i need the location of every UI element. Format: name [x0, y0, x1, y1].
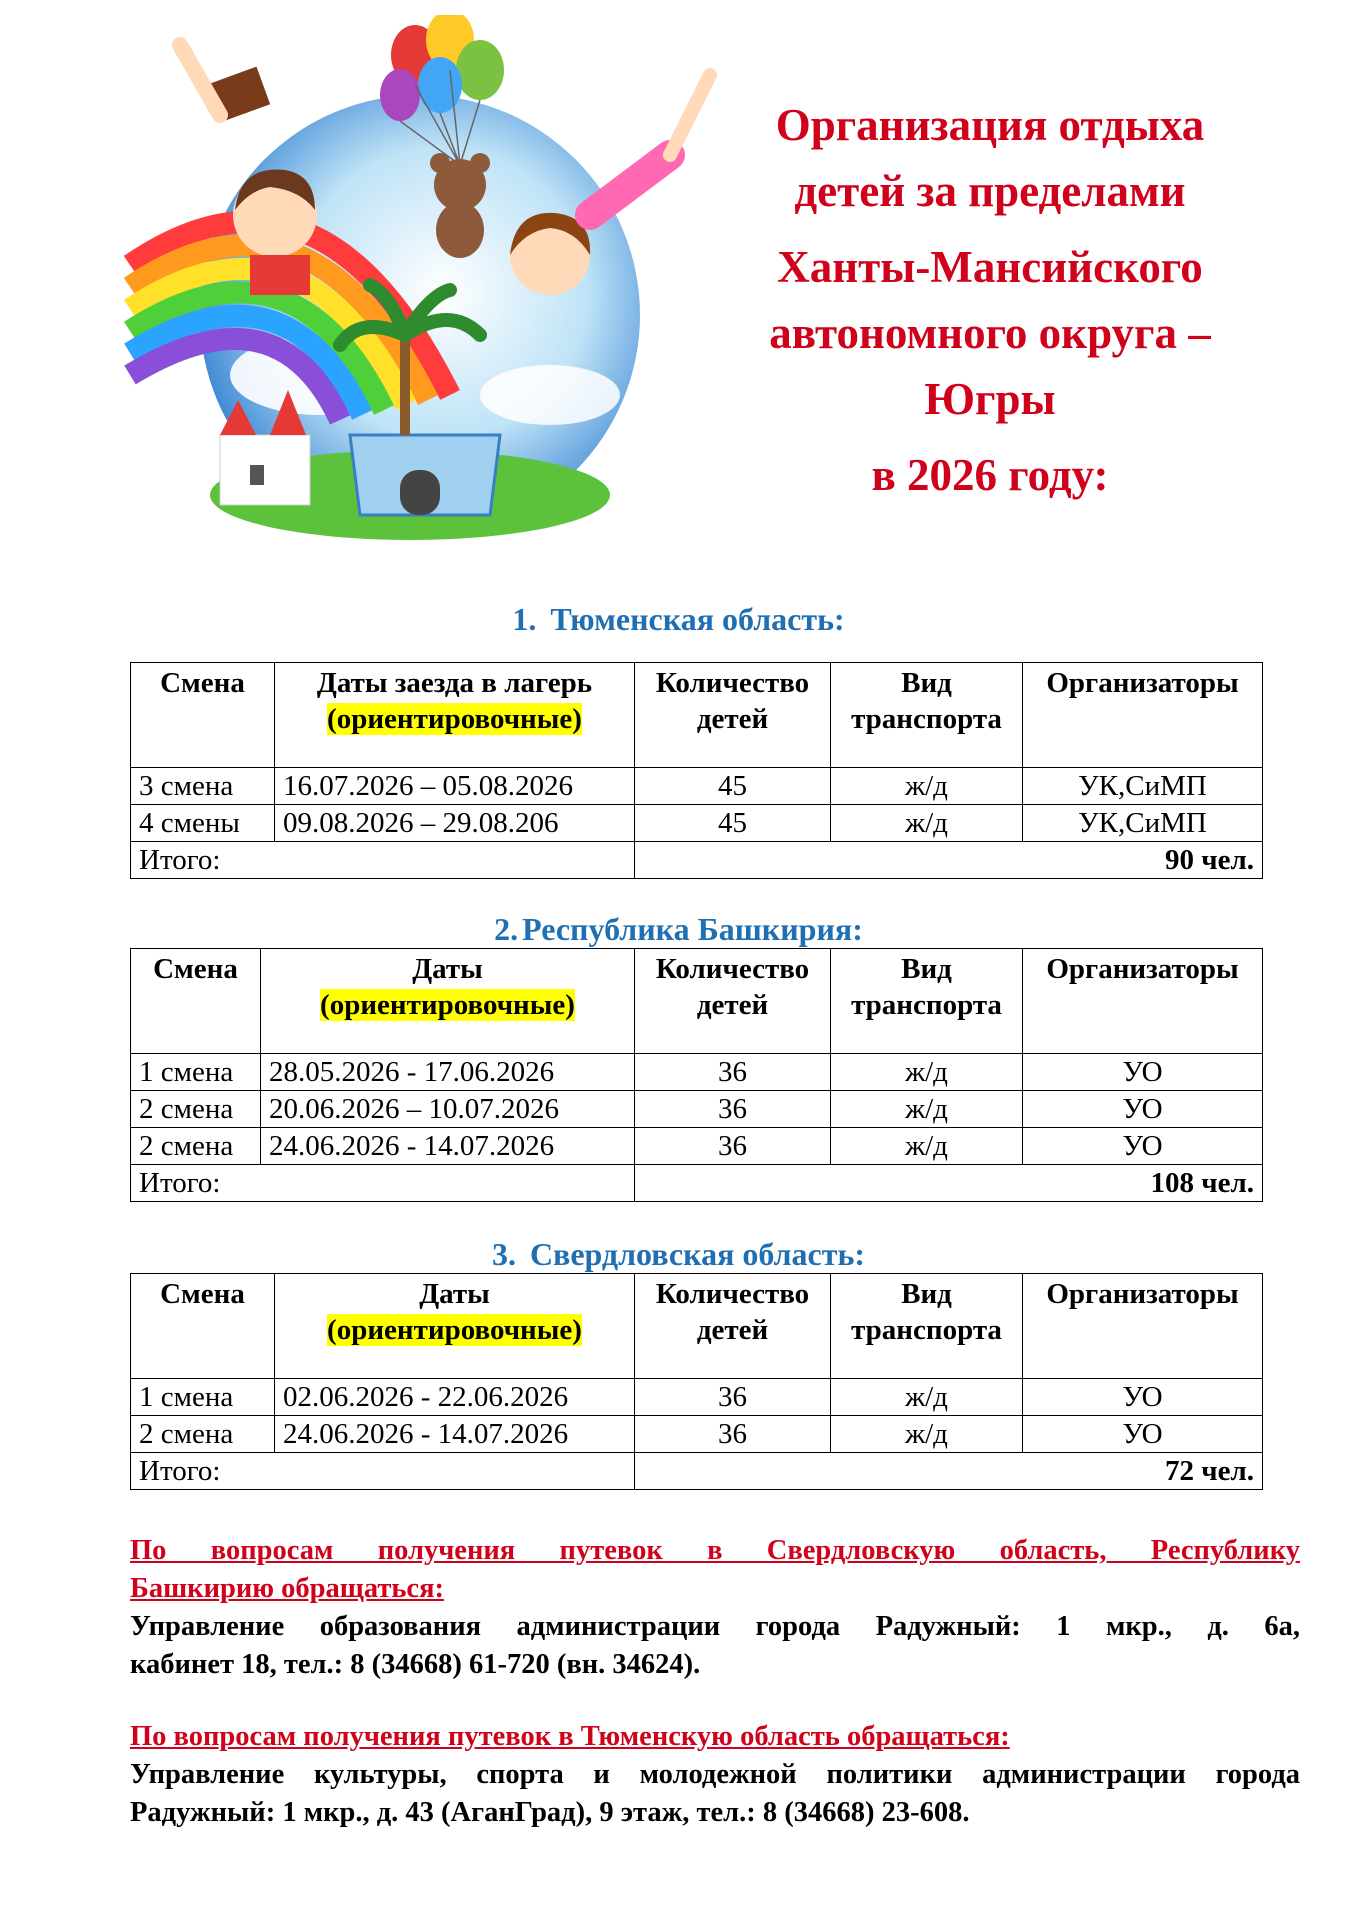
cell-shift: 4 смены: [131, 805, 275, 842]
table-header-row: [131, 949, 1263, 1054]
cell-dates: 24.06.2026 - 14.07.2026: [275, 1416, 635, 1453]
page-title: [700, 92, 1280, 508]
total-label: Итого:: [131, 842, 635, 879]
header-transport: [831, 663, 1023, 768]
cell-shift: 2 смена: [131, 1128, 261, 1165]
cell-count: 36: [635, 1054, 831, 1091]
header-transport-label: Вид: [901, 953, 952, 985]
header-shift: Смена: [131, 949, 261, 1054]
contact-heading: По вопросам получения путевок в Тюменскую область обращаться:: [130, 1721, 1010, 1752]
header-count-label-2: детей: [696, 703, 769, 735]
cell-transport: ж/д: [831, 1091, 1023, 1128]
cell-dates: 02.06.2026 - 22.06.2026: [275, 1379, 635, 1416]
cell-shift: 1 смена: [131, 1054, 261, 1091]
table-total-row: [131, 842, 1263, 879]
cell-organizers: УК,СиМП: [1023, 768, 1263, 805]
header-transport-label: Вид: [901, 667, 952, 699]
total-label: Итого:: [131, 1165, 635, 1202]
cell-transport: ж/д: [831, 1379, 1023, 1416]
header-dates-label: Даты: [412, 953, 483, 985]
table-total-row: [131, 1165, 1263, 1202]
cell-organizers: УО: [1023, 1128, 1263, 1165]
cell-shift: 3 смена: [131, 768, 275, 805]
header-dates-note: (ориентировочные): [320, 989, 575, 1021]
children-vacation-illustration: [70, 15, 720, 545]
section-title: Свердловская область:: [529, 1236, 866, 1272]
header-dates-label: Даты: [419, 1278, 490, 1310]
cell-organizers: УО: [1023, 1416, 1263, 1453]
cell-count: 36: [635, 1128, 831, 1165]
header-organizers: Организаторы: [1023, 663, 1263, 768]
cell-dates: 09.08.2026 – 29.08.206: [275, 805, 635, 842]
cell-shift: 2 смена: [131, 1416, 275, 1453]
cell-transport: ж/д: [831, 805, 1023, 842]
title-line: в 2026 году:: [871, 450, 1109, 500]
cell-organizers: УК,СиМП: [1023, 805, 1263, 842]
total-label: Итого:: [131, 1453, 635, 1490]
section-heading-bashkiria: [0, 910, 1357, 948]
header-count-label-2: детей: [696, 1314, 769, 1346]
header-count-label: Количество: [655, 1278, 810, 1310]
section-title: Республика Башкирия:: [522, 911, 863, 947]
table-row: [131, 1379, 1263, 1416]
header-transport-label: Вид: [901, 1278, 952, 1310]
contact-address: Управление образования администрации города Радужный: 1 мкр., д. 6а,: [130, 1611, 1300, 1642]
section-number: 3.: [491, 1236, 516, 1272]
camp-table-bashkiria: [130, 948, 1263, 1202]
title-line: Югры: [924, 374, 1056, 424]
contact-address: кабинет 18, тел.: 8 (34668) 61-720 (вн. 34624).: [130, 1649, 701, 1680]
cell-organizers: УО: [1023, 1379, 1263, 1416]
table-header-row: [131, 663, 1263, 768]
header-shift: Смена: [131, 663, 275, 768]
cell-organizers: УО: [1023, 1054, 1263, 1091]
header-transport-label-2: транспорта: [851, 1314, 1002, 1346]
table-row: [131, 1091, 1263, 1128]
contact-heading: Башкирию обращаться:: [130, 1573, 444, 1604]
header-count: [635, 1274, 831, 1379]
header-dates-label: Даты заезда в лагерь: [316, 667, 593, 699]
cell-count: 36: [635, 1416, 831, 1453]
header-dates: [275, 1274, 635, 1379]
cell-transport: ж/д: [831, 1054, 1023, 1091]
header-count-label: Количество: [655, 953, 810, 985]
table-row: [131, 1054, 1263, 1091]
header-count: [635, 949, 831, 1054]
header-dates-note: (ориентировочные): [327, 703, 582, 735]
cell-count: 36: [635, 1091, 831, 1128]
total-value: 72 чел.: [635, 1453, 1263, 1490]
header-count-label-2: детей: [696, 989, 769, 1021]
section-title: Тюменская область:: [550, 601, 845, 637]
title-line: автономного округа –: [769, 308, 1211, 358]
contact-address: Радужный: 1 мкр., д. 43 (АганГрад), 9 этаж, тел.: 8 (34668) 23-608.: [130, 1797, 970, 1828]
title-line: Ханты-Мансийского: [777, 242, 1203, 292]
cell-shift: 2 смена: [131, 1091, 261, 1128]
header-dates-note: (ориентировочные): [327, 1314, 582, 1346]
contact-block-tyumen: [130, 1718, 1300, 1832]
cell-count: 45: [635, 805, 831, 842]
header-dates: [275, 663, 635, 768]
contact-heading: По вопросам получения путевок в Свердловскую область, Республику: [130, 1535, 1300, 1566]
table-total-row: [131, 1453, 1263, 1490]
section-number: 2.: [494, 911, 519, 947]
cell-shift: 1 смена: [131, 1379, 275, 1416]
total-value: 108 чел.: [635, 1165, 1263, 1202]
total-value: 90 чел.: [635, 842, 1263, 879]
section-heading-tyumen: [0, 600, 1357, 638]
header-transport: [831, 1274, 1023, 1379]
cell-dates: 24.06.2026 - 14.07.2026: [261, 1128, 635, 1165]
header-transport-label-2: транспорта: [851, 703, 1002, 735]
section-number: 1.: [512, 601, 537, 637]
contact-address: Управление культуры, спорта и молодежной политики администрации города: [130, 1759, 1300, 1790]
header-transport-label-2: транспорта: [851, 989, 1002, 1021]
camp-table-sverdlovsk: [130, 1273, 1263, 1490]
header-count-label: Количество: [655, 667, 810, 699]
title-line: Организация отдыха: [775, 100, 1205, 150]
table-row: [131, 768, 1263, 805]
cell-dates: 16.07.2026 – 05.08.2026: [275, 768, 635, 805]
cell-organizers: УО: [1023, 1091, 1263, 1128]
header-transport: [831, 949, 1023, 1054]
header-shift: Смена: [131, 1274, 275, 1379]
camp-table-tyumen: [130, 662, 1263, 879]
cell-count: 45: [635, 768, 831, 805]
header-count: [635, 663, 831, 768]
header-organizers: Организаторы: [1023, 949, 1263, 1054]
table-header-row: [131, 1274, 1263, 1379]
cell-transport: ж/д: [831, 1128, 1023, 1165]
cell-transport: ж/д: [831, 768, 1023, 805]
header-organizers: Организаторы: [1023, 1274, 1263, 1379]
cell-count: 36: [635, 1379, 831, 1416]
table-row: [131, 1128, 1263, 1165]
cell-dates: 28.05.2026 - 17.06.2026: [261, 1054, 635, 1091]
header-dates: [261, 949, 635, 1054]
table-row: [131, 805, 1263, 842]
contact-block-sverdlovsk-bashkiria: [130, 1532, 1300, 1684]
cell-dates: 20.06.2026 – 10.07.2026: [261, 1091, 635, 1128]
title-line: детей за пределами: [794, 166, 1186, 216]
table-row: [131, 1416, 1263, 1453]
cell-transport: ж/д: [831, 1416, 1023, 1453]
gift-box-icon: [350, 435, 500, 515]
section-heading-sverdlovsk: [0, 1235, 1357, 1273]
